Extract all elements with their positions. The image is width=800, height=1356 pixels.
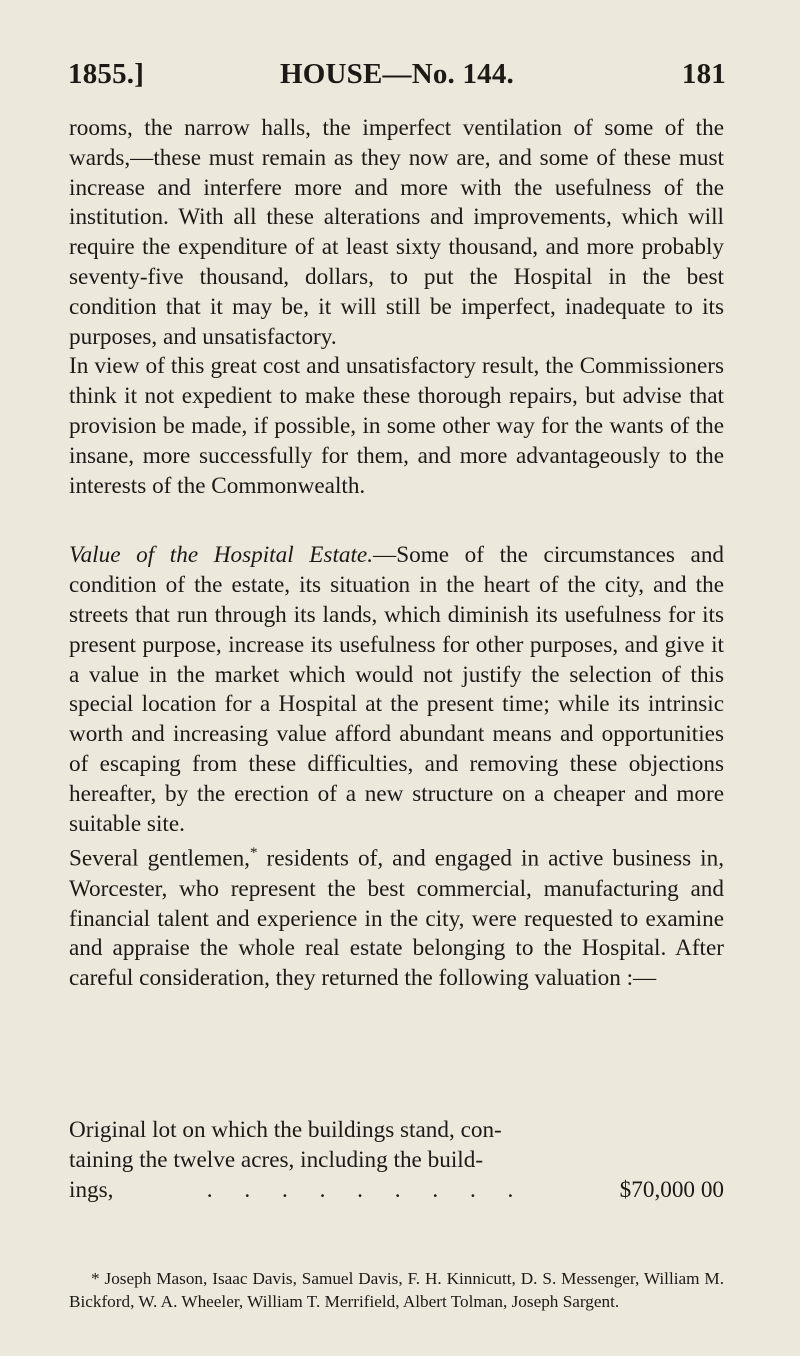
valuation-amount: $70,000 00 — [619, 1176, 724, 1203]
footnote-text: Joseph Mason, Isaac Davis, Samuel Davis, F. H. Kinnicutt, D. S. Messenger, William M. Bickford, W. A. Wheeler, William T. Merrifield, Albert Tolman, Joseph Sargent. — [69, 1269, 724, 1312]
paragraph-1: rooms, the narrow halls, the imperfect ventilation of some of the wards,—these must remain as they now are, and some of these must increase and interfere more and more with the usefulness of the institution. With all these alterations and improvements, which will require the expenditure of at least sixty thousand, and more probably seventy-five thousand, dollars, to put the Hospital in the best condition that it may be, it will still be imperfect, inadequate to its purposes, and unsatisfactory. — [69, 115, 724, 350]
section-gap — [69, 501, 724, 541]
valuation-line-2: taining the twelve acres, including the build- — [69, 1146, 484, 1173]
running-header — [68, 58, 726, 98]
paragraph-4 — [69, 839, 724, 994]
valuation-line-3 — [69, 1176, 724, 1206]
footnote-mark: * — [91, 1269, 100, 1288]
paragraph-2 — [69, 352, 724, 501]
paragraph-4-start: Several gentlemen, — [69, 846, 250, 873]
header-title: HOUSE—No. 144. — [279, 58, 515, 90]
paragraph-3-text: —Some of the circumstances and condition of the estate, its situation in the heart of the city, and the streets that run through its lands, which diminish its usefulness for its present purpose, increase its usefulness for other purposes, and give it a value in the market which would not justify the selection of this special location for a Hospital at the present time; while its intrinsic worth and increasing value afford abundant means and opportunities of escaping from these difficulties, and removing these objections hereafter, by the erection of a new structure on a cheaper and more suitable site. — [69, 542, 725, 837]
paragraph-3 — [69, 541, 724, 839]
paragraph-4-text: residents of, and engaged in active business in, Worcester, who represent the best commercial, manufacturing and financial talent and experience in the city, were requested to examine and appraise the whole real estate belonging to the Hospital. After careful consideration, they returned the following valuation :— — [69, 846, 725, 992]
valuation-line-1: Original lot on which the buildings stand, con- — [69, 1117, 502, 1143]
paragraph-2-text: In view of this great cost and unsatisfactory result, the Commissioners think it not expedient to make these thorough repairs, but advise that provision be made, if possible, in some other way for the wants of the insane, more successfully for them, and more advantageously to the interests of the Commonwealth. — [69, 353, 724, 499]
header-year: 1855.] — [68, 58, 145, 90]
leader-dots: . . . . . . . . . — [206, 1176, 527, 1203]
body-text — [69, 114, 724, 994]
valuation-label: ings, — [69, 1176, 114, 1203]
page-number: 181 — [681, 58, 726, 90]
section-heading: Value of the Hospital Estate. — [69, 542, 374, 569]
valuation-entry — [69, 1116, 724, 1205]
footnote-reference: * — [249, 845, 258, 862]
footnote — [69, 1267, 724, 1314]
